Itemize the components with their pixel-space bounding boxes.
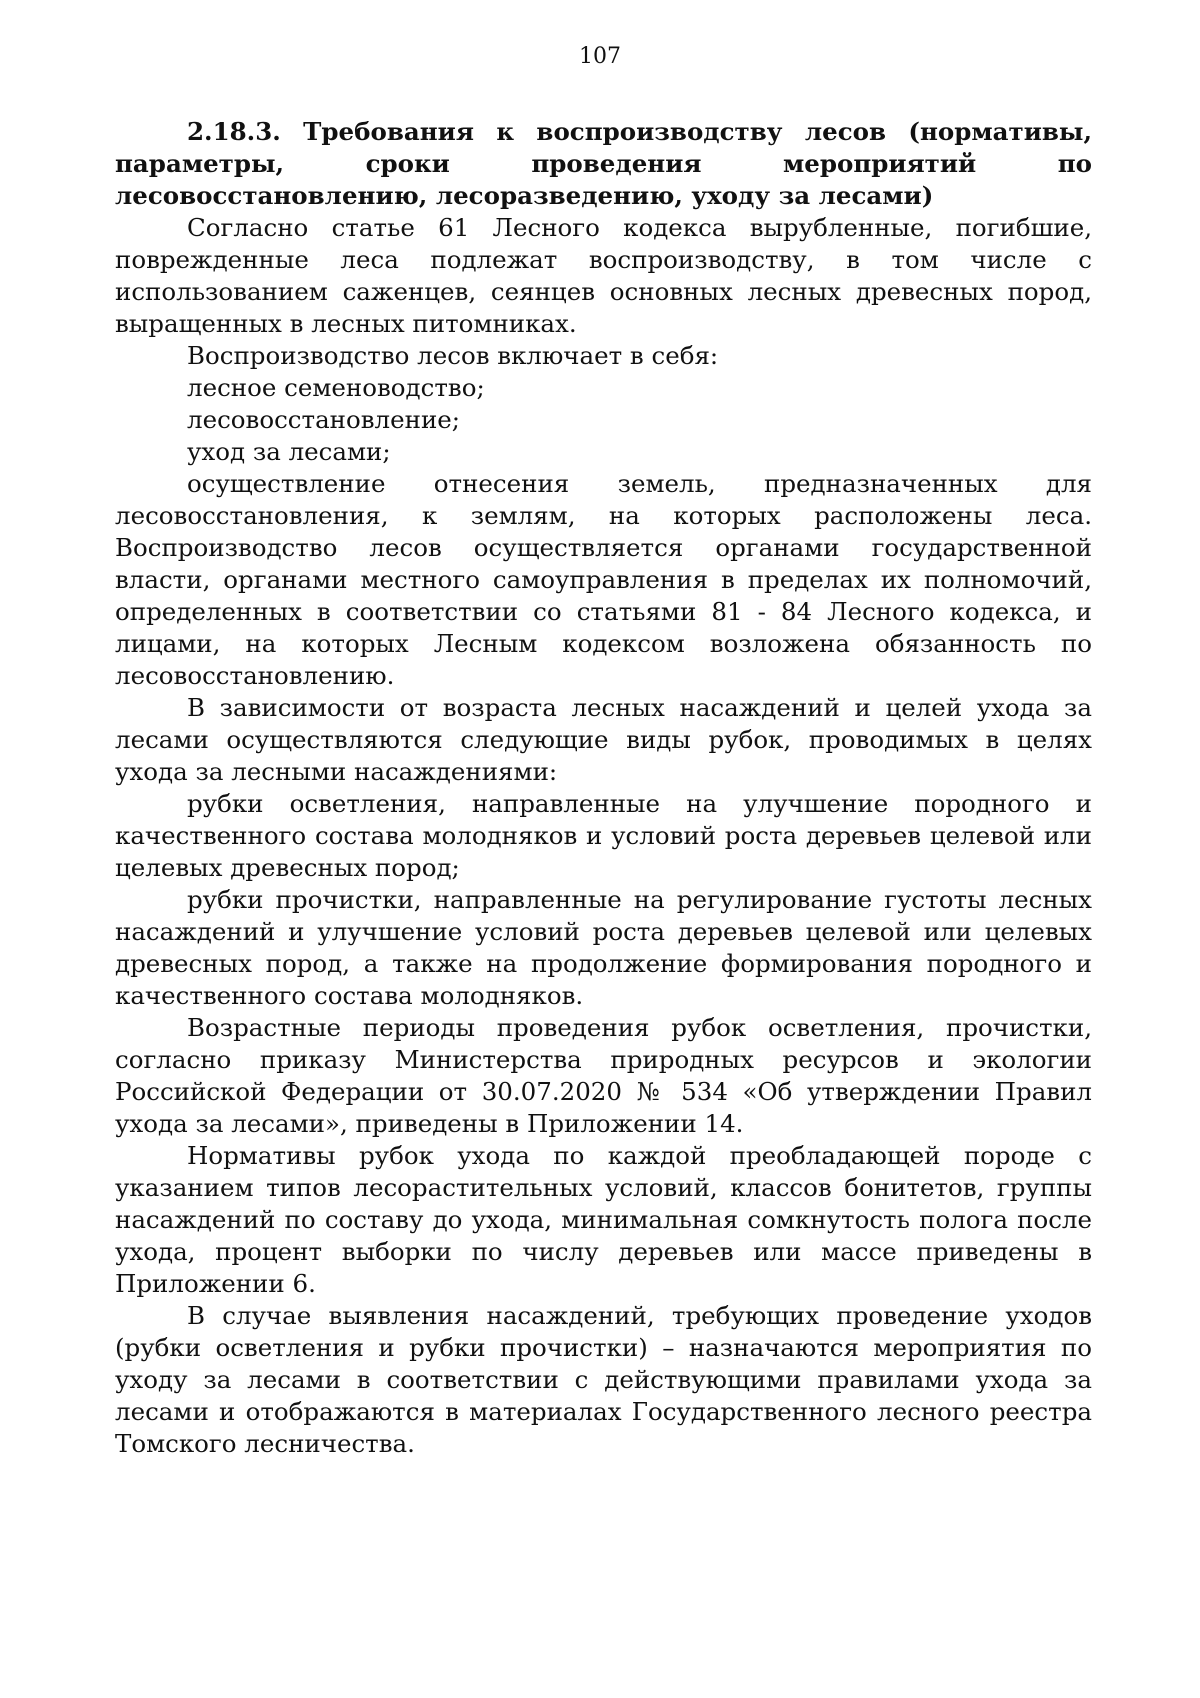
list-item-land-assignment: осуществление отнесения земель, предназначенных для лесовосстановления, к землям, на которых расположены леса. Воспроизводство лесов осуществляется органами государственной власти, органами местного самоуправления в пределах их полномочий, определенных в соответствии со статьями 81 - 84 Лесного кодекса, и лицами, на которых Лесным кодексом возложена обязанность по лесовосстановлению.	[115, 469, 1092, 690]
list-item-clearing-cuts: рубки осветления, направленные на улучшение породного и качественного состава молодняков и условий роста деревьев целевой или целевых древесных пород;	[115, 789, 1092, 882]
list-item-forest-care: уход за лесами;	[187, 437, 391, 466]
document-body	[115, 116, 1092, 1460]
paragraph-includes: Воспроизводство лесов включает в себя:	[187, 341, 719, 370]
paragraph-standards: Нормативы рубок ухода по каждой преобладающей породе с указанием типов лесорастительных условий, классов бонитетов, группы насаждений по составу до ухода, минимальная сомкнутость полога после ухода, процент выборки по числу деревьев или массе приведены в Приложении 6.	[115, 1141, 1092, 1298]
paragraph-cutting-types: В зависимости от возраста лесных насаждений и целей ухода за лесами осуществляются следующие виды рубок, проводимых в целях ухода за лесными насаждениями:	[115, 693, 1092, 786]
paragraph-age-periods: Возрастные периоды проведения рубок осветления, прочистки, согласно приказу Министерства природных ресурсов и экологии Российской Федерации от 30.07.2020 № 534 «Об утверждении Правил ухода за лесами», приведены в Приложении 14.	[115, 1013, 1092, 1138]
list-item-reforestation: лесовосстановление;	[187, 405, 461, 434]
paragraph-article-61: Согласно статье 61 Лесного кодекса вырубленные, погибшие, поврежденные леса подлежат воспроизводству, в том числе с использованием саженцев, сеянцев основных лесных древесных пород, выращенных в лесных питомниках.	[115, 213, 1092, 338]
list-item-cleaning-cuts: рубки прочистки, направленные на регулирование густоты лесных насаждений и улучшение условий роста деревьев целевой или целевых древесных пород, а также на продолжение формирования породного и качественного состава молодняков.	[115, 885, 1092, 1010]
list-item-seed-production: лесное семеноводство;	[187, 373, 485, 402]
page-number: 107	[579, 44, 621, 69]
section-heading: 2.18.3. Требования к воспроизводству лесов (нормативы, параметры, сроки проведения мероприятий по лесовосстановлению, лесоразведению, уходу за лесами)	[115, 117, 1092, 210]
paragraph-measures: В случае выявления насаждений, требующих проведение уходов (рубки осветления и рубки прочистки) – назначаются мероприятия по уходу за лесами в соответствии с действующими правилами ухода за лесами и отображаются в материалах Государственного лесного реестра Томского лесничества.	[115, 1301, 1092, 1458]
